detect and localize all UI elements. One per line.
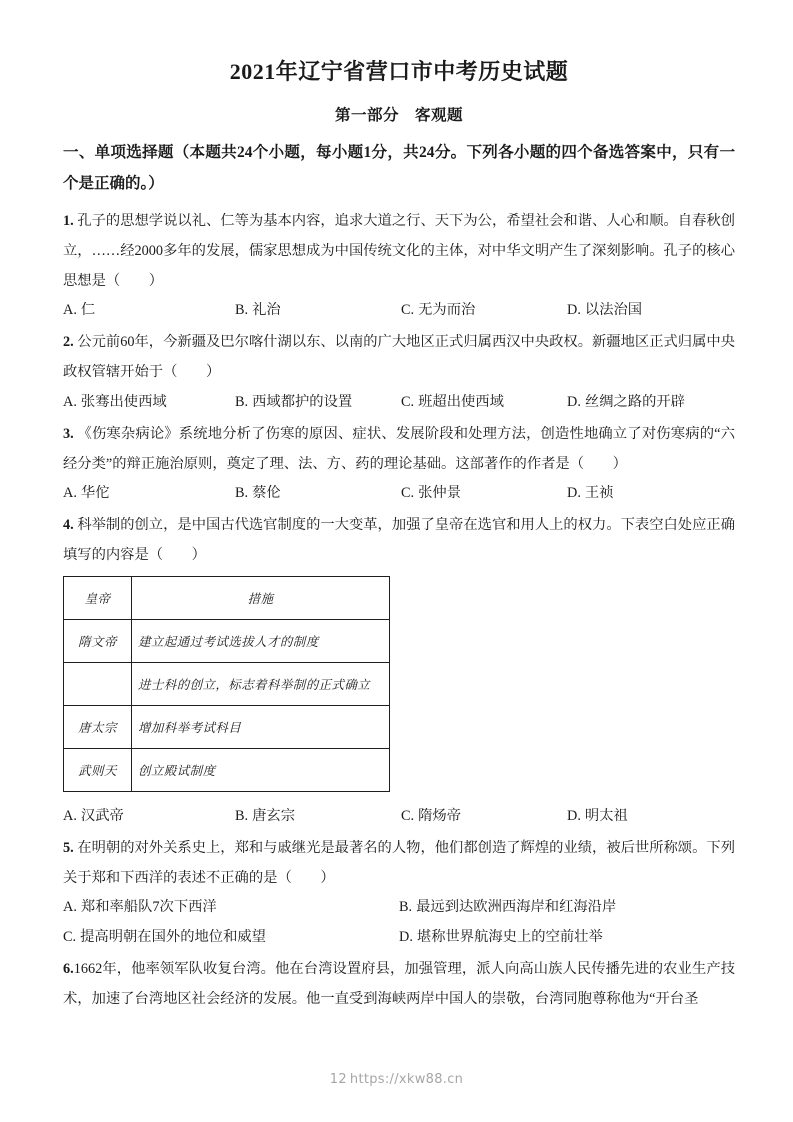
option-c[interactable] — [63, 923, 399, 952]
table-cell-measure: 创立殿试制度 — [132, 749, 390, 792]
question-number: 6. — [63, 961, 74, 978]
table-cell-emperor: 武则天 — [64, 749, 132, 792]
table-row — [64, 620, 390, 663]
option-text: 唐玄宗 — [252, 808, 296, 825]
question-number: 1. — [63, 213, 74, 230]
option-text: 堪称世界航海史上的空前壮举 — [416, 928, 603, 945]
option-a[interactable] — [63, 893, 399, 922]
option-text: 王祯 — [584, 484, 614, 501]
option-a[interactable] — [63, 802, 235, 831]
option-text: 华佗 — [80, 484, 110, 501]
option-label: C. — [401, 393, 415, 410]
table-row — [64, 663, 390, 706]
option-b[interactable] — [235, 296, 401, 325]
option-label: D. — [399, 928, 413, 945]
page-content — [63, 58, 735, 1016]
page-footer — [0, 1072, 793, 1087]
option-row — [63, 296, 735, 325]
option-label: C. — [401, 302, 415, 319]
table-header-emperor: 皇帝 — [64, 577, 132, 620]
option-text: 丝绸之路的开辟 — [584, 393, 685, 410]
option-c[interactable] — [401, 802, 567, 831]
option-label: D. — [567, 393, 581, 410]
option-label: D. — [567, 808, 581, 825]
option-c[interactable] — [401, 479, 567, 508]
question-stem — [63, 419, 735, 479]
option-label: A. — [63, 484, 77, 501]
option-text: 郑和率船队7次下西洋 — [80, 899, 217, 916]
option-text: 西域都护的设置 — [252, 393, 353, 410]
table-header-row — [64, 577, 390, 620]
option-d[interactable] — [399, 923, 735, 952]
option-label: C. — [401, 808, 415, 825]
question-text: 在明朝的对外关系史上，郑和与戚继光是最著名的人物，他们都创造了辉煌的业绩，被后世所称颂。下列关于郑和下西洋的表述不正确的是（ ） — [63, 840, 735, 887]
question-stem — [63, 954, 735, 1014]
question-number: 2. — [63, 334, 74, 351]
table-cell-measure: 进士科的创立，标志着科举制的正式确立 — [132, 663, 390, 706]
question-text: 《伤寒杂病论》系统地分析了伤寒的原因、症状、发展阶段和处理方法，创造性地确立了对伤寒病的“六经分类”的辩正施治原则，奠定了理、法、方、药的理论基础。这部著作的作者是（ ） — [63, 425, 735, 472]
option-text: 班超出使西域 — [418, 393, 504, 410]
option-row — [63, 802, 735, 831]
option-d[interactable] — [567, 479, 727, 508]
question-stem — [63, 327, 735, 387]
question-number: 3. — [63, 425, 74, 442]
imperial-exam-table-wrap — [63, 576, 735, 792]
option-text: 最远到达欧洲西海岸和红海沿岸 — [416, 899, 617, 916]
table-cell-measure: 建立起通过考试选拔人才的制度 — [132, 620, 390, 663]
option-c[interactable] — [401, 296, 567, 325]
question-3 — [63, 419, 735, 508]
option-text: 以法治国 — [584, 302, 643, 319]
option-text: 礼治 — [252, 302, 281, 319]
footer-url: https://xkw88.cn — [349, 1072, 464, 1087]
table-cell-emperor: 唐太宗 — [64, 706, 132, 749]
question-2 — [63, 327, 735, 416]
option-label: B. — [235, 302, 249, 319]
option-label: C. — [63, 928, 77, 945]
table-row — [64, 749, 390, 792]
question-text: 孔子的思想学说以礼、仁等为基本内容，追求大道之行、天下为公，希望社会和谐、人心和顺。自春秋创立，……经2000多年的发展，儒家思想成为中国传统文化的主体，对中华文明产生了深刻影响。孔子的核心思想是（ ） — [63, 213, 735, 290]
part-title: 第一部分 客观题 — [334, 106, 463, 124]
question-text: 科举制的创立，是中国古代选官制度的一大变革，加强了皇帝在选官和用人上的权力。下表空白处应正确填写的内容是（ ） — [63, 517, 735, 564]
option-b[interactable] — [235, 479, 401, 508]
option-b[interactable] — [235, 388, 401, 417]
question-5 — [63, 833, 735, 952]
option-label: D. — [567, 302, 581, 319]
option-label: B. — [235, 808, 249, 825]
option-text: 隋炀帝 — [418, 808, 462, 825]
table-cell-emperor: 隋文帝 — [64, 620, 132, 663]
question-1 — [63, 206, 735, 325]
option-a[interactable] — [63, 388, 235, 417]
option-text: 汉武帝 — [80, 808, 124, 825]
imperial-exam-table — [63, 576, 390, 792]
option-label: A. — [63, 899, 77, 916]
question-number: 5. — [63, 840, 74, 857]
table-cell-measure: 增加科举考试科目 — [132, 706, 390, 749]
option-row — [63, 479, 735, 508]
question-text: 1662年，他率领军队收复台湾。他在台湾设置府县，加强管理，派人向高山族人民传播先进的农业生产技术，加速了台湾地区社会经济的发展。他一直受到海峡两岸中国人的崇敬，台湾同胞尊称他为“开台圣 — [63, 961, 735, 1008]
table-cell-emperor-blank — [64, 663, 132, 706]
option-d[interactable] — [567, 802, 727, 831]
option-d[interactable] — [567, 296, 727, 325]
option-label: A. — [63, 393, 77, 410]
option-b[interactable] — [399, 893, 735, 922]
option-label: B. — [235, 484, 249, 501]
option-a[interactable] — [63, 296, 235, 325]
page-title: 2021年辽宁省营口市中考历史试题 — [229, 59, 569, 84]
option-row — [63, 893, 735, 952]
option-c[interactable] — [401, 388, 567, 417]
question-text: 公元前60年，今新疆及巴尔喀什湖以东、以南的广大地区正式归属西汉中央政权。新疆地区正式归属中央政权管辖开始于（ ） — [63, 334, 735, 381]
option-label: D. — [567, 484, 581, 501]
table-row — [64, 706, 390, 749]
option-label: B. — [399, 899, 413, 916]
question-stem — [63, 833, 735, 893]
question-4 — [63, 510, 735, 831]
option-text: 蔡伦 — [252, 484, 281, 501]
option-d[interactable] — [567, 388, 727, 417]
question-stem — [63, 510, 735, 570]
option-a[interactable] — [63, 479, 235, 508]
option-label: B. — [235, 393, 249, 410]
option-b[interactable] — [235, 802, 401, 831]
option-row — [63, 388, 735, 417]
page-number: 12 — [329, 1072, 347, 1087]
question-6 — [63, 954, 735, 1014]
option-text: 明太祖 — [584, 808, 628, 825]
option-text: 无为而治 — [418, 302, 476, 319]
table-header-measure: 措施 — [132, 577, 390, 620]
question-stem — [63, 206, 735, 296]
option-text: 张骞出使西域 — [80, 393, 167, 410]
option-text: 张仲景 — [418, 484, 462, 501]
option-label: A. — [63, 808, 77, 825]
section-heading: 一、单项选择题（本题共24个小题，每小题1分，共24分。下列各小题的四个备选答案中，只有一个是正确的。） — [63, 143, 735, 193]
option-text: 提高明朝在国外的地位和威望 — [80, 928, 266, 945]
option-label: C. — [401, 484, 415, 501]
option-label: A. — [63, 302, 77, 319]
option-text: 仁 — [80, 302, 96, 319]
question-number: 4. — [63, 517, 74, 534]
